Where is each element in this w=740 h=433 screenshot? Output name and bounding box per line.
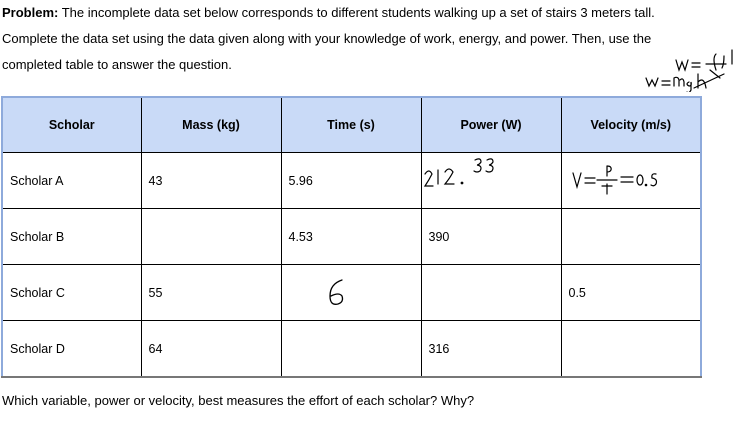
cell-mass[interactable]	[141, 209, 281, 265]
table-row	[2, 321, 701, 378]
problem-text-1: The incomplete data set below corresponds to different students walking up a set of stairs 3 meters tall.	[58, 5, 655, 20]
problem-label: Problem:	[2, 5, 59, 20]
cell-velocity[interactable]	[561, 209, 701, 265]
data-table	[1, 96, 702, 378]
cell-scholar[interactable]: Scholar D	[2, 321, 141, 378]
cell-power[interactable]: 390	[421, 209, 561, 265]
problem-line-1	[2, 5, 655, 20]
cell-velocity[interactable]: 0.5	[561, 265, 701, 321]
header-scholar: Scholar	[2, 97, 141, 153]
header-time: Time (s)	[281, 97, 421, 153]
header-mass: Mass (kg)	[141, 97, 281, 153]
table-row	[2, 209, 701, 265]
cell-scholar[interactable]: Scholar A	[2, 153, 141, 209]
cell-velocity[interactable]	[561, 321, 701, 378]
header-power: Power (W)	[421, 97, 561, 153]
table-header-row	[2, 97, 701, 153]
problem-line-2: Complete the data set using the data given along with your knowledge of work, energy, and power. Then, use the	[2, 31, 652, 46]
question-text: Which variable, power or velocity, best measures the effort of each scholar? Why?	[2, 393, 475, 408]
cell-time[interactable]: 5.96	[281, 153, 421, 209]
header-velocity: Velocity (m/s)	[561, 97, 701, 153]
cell-mass[interactable]: 43	[141, 153, 281, 209]
cell-mass[interactable]: 64	[141, 321, 281, 378]
cell-power[interactable]	[421, 265, 561, 321]
cell-power[interactable]: 316	[421, 321, 561, 378]
cell-scholar[interactable]: Scholar B	[2, 209, 141, 265]
handwritten-work-formula	[640, 44, 740, 92]
cell-velocity[interactable]	[561, 153, 701, 209]
cell-mass[interactable]: 55	[141, 265, 281, 321]
cell-time[interactable]	[281, 265, 421, 321]
cell-scholar[interactable]: Scholar C	[2, 265, 141, 321]
cell-time[interactable]	[281, 321, 421, 378]
table-row	[2, 153, 701, 209]
table-row	[2, 265, 701, 321]
cell-time[interactable]: 4.53	[281, 209, 421, 265]
problem-line-3: completed table to answer the question.	[2, 57, 232, 72]
cell-power[interactable]	[421, 153, 561, 209]
